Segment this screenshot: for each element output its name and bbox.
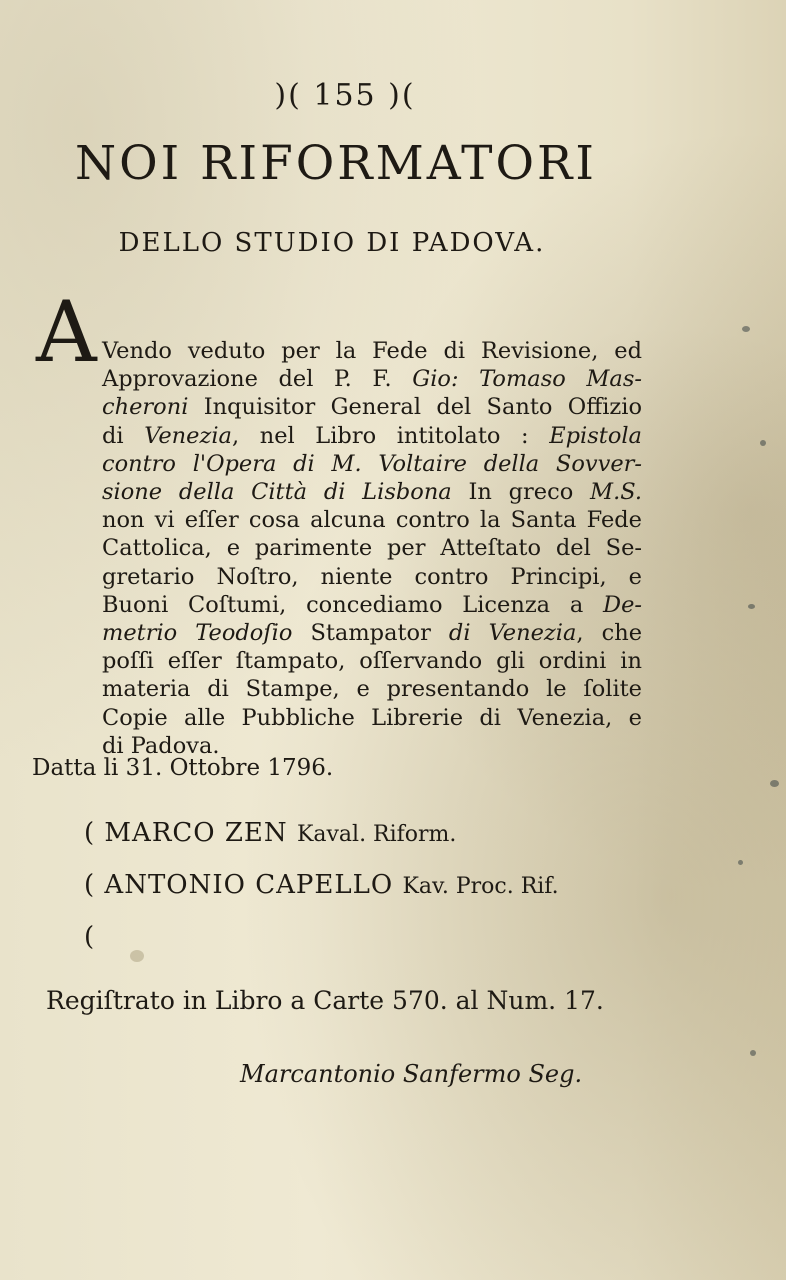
text-run: di Padova.	[102, 732, 220, 759]
text-line	[102, 422, 642, 450]
text-line	[102, 563, 642, 591]
italic-run: sione della Città di Lisbona	[102, 479, 452, 506]
text-line	[102, 365, 642, 393]
text-line	[102, 337, 642, 365]
foxing-spot	[770, 780, 779, 787]
foxing-spot	[750, 1050, 756, 1056]
text-run: poſſi eſſer ſtampato, oſſervando gli ordini in	[102, 648, 642, 675]
text-run: , che	[576, 620, 643, 647]
text-run: , nel Libro intitolato :	[231, 422, 550, 449]
signatory-3	[84, 922, 95, 952]
signatory-name: ANTONIO CAPELLO	[104, 870, 394, 900]
secretary-signature: Marcantonio Sanfermo Seg.	[240, 1060, 583, 1088]
foxing-spot	[742, 326, 750, 332]
text-run: Approvazione del P. F.	[102, 366, 413, 393]
document-title: NOI RIFORMATORI	[75, 136, 597, 191]
foxing-spot	[130, 950, 144, 962]
italic-run: M.S.	[590, 479, 642, 506]
italic-run: contro l'Opera di M. Voltaire della Sovver-	[102, 450, 642, 477]
signatory-name: MARCO ZEN	[104, 818, 288, 848]
foxing-spot	[748, 604, 755, 609]
italic-run: cheroni	[102, 394, 189, 421]
text-run: In greco	[451, 479, 591, 506]
text-run: di	[102, 422, 145, 449]
italic-run: Epistola	[549, 422, 642, 449]
signatory-title: Kav. Proc. Rif.	[402, 874, 559, 899]
text-line	[102, 647, 642, 675]
registration-line: Regiſtrato in Libro a Carte 570. al Num. 17.	[46, 986, 604, 1015]
italic-run: metrio Teodoſio	[102, 620, 293, 647]
text-run: Cattolica, e parimente per Atteſtato del Se-	[102, 535, 642, 562]
text-line	[102, 450, 642, 478]
date-line: Datta li 31. Ottobre 1796.	[32, 755, 334, 781]
foxing-spot	[760, 440, 766, 446]
text-run: materia di Stampe, e presentando le ſolite	[102, 676, 642, 703]
text-run: Copie alle Pubbliche Librerie di Venezia, e	[102, 704, 642, 731]
signatory-bracket: (	[84, 818, 96, 848]
signatory-bracket: (	[84, 922, 96, 952]
signatory-2	[84, 870, 559, 900]
italic-run: De-	[603, 591, 642, 618]
signatory-title: Kaval. Riform.	[296, 822, 457, 847]
text-run: non vi eſſer cosa alcuna contro la Santa Fede	[102, 507, 642, 534]
text-line	[102, 478, 642, 506]
document-subtitle: DELLO STUDIO DI PADOVA.	[118, 228, 546, 258]
page-number: )( 155 )(	[274, 78, 416, 113]
text-run: Stampator	[292, 620, 449, 647]
text-line	[102, 619, 642, 647]
text-line	[102, 393, 642, 421]
text-line	[102, 534, 642, 562]
signatory-bracket: (	[84, 870, 96, 900]
italic-run: di Venezia	[448, 620, 577, 647]
signatory-1	[84, 818, 456, 848]
text-line	[102, 675, 642, 703]
text-line	[102, 591, 642, 619]
text-line	[102, 506, 642, 534]
text-line	[102, 704, 642, 732]
text-run: Vendo veduto per la Fede di Revisione, ed	[102, 338, 642, 364]
text-run: Buoni Coſtumi, concediamo Licenza a	[102, 591, 604, 618]
italic-run: Gio: Tomaso Mas-	[412, 366, 642, 393]
text-run: gretario Noſtro, niente contro Principi, e	[102, 563, 642, 590]
license-text	[102, 337, 642, 760]
foxing-spot	[738, 860, 743, 865]
italic-run: Venezia	[144, 422, 232, 449]
text-run: Inquisitor General del Santo Offizio	[188, 394, 642, 421]
drop-cap: A	[36, 283, 97, 381]
